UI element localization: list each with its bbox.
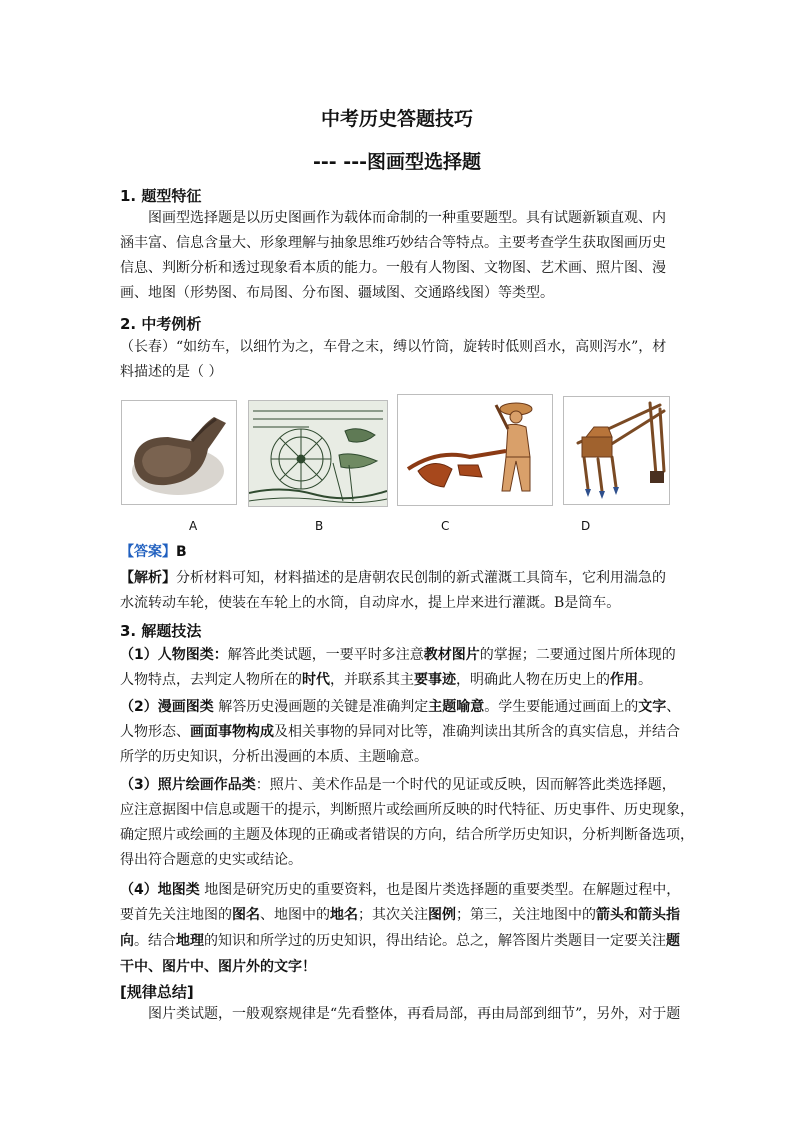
tech2-text: 、: [666, 699, 681, 715]
option-c-image: [397, 394, 553, 506]
page-title: 中考历史答题技巧: [320, 108, 473, 130]
summary-text: 图片类试题，一般观察规律是“先看整体，再看局部，再由局部到细节”，另外，对于题: [148, 1006, 681, 1022]
tech1-line2: [120, 668, 680, 693]
wooden-scoop-picture: [122, 401, 236, 504]
tech2-keyword: 画面事物构成: [190, 724, 274, 740]
option-a-image: [121, 400, 237, 505]
tech1-line1: [120, 643, 680, 668]
tech3-line3: 确定照片或绘画的主题及体现的正确或者错误的方向，结合所学历史知识，分析判断备选项，: [120, 827, 694, 843]
tech4-text: 要首先关注地图的: [120, 907, 232, 923]
tech1-text: 解答此类试题，一要平时多注意: [227, 647, 424, 663]
tech4-keyword: 向: [120, 933, 134, 949]
tech4-label: （4）地图类: [120, 882, 200, 898]
answer-line: [120, 540, 680, 565]
tech2-label: （2）漫画图类: [120, 699, 214, 715]
tech1-keyword: 要事迹: [414, 672, 456, 688]
section-heading-features: 1. 题型特征: [120, 187, 202, 205]
tech4-line3: [120, 929, 680, 954]
tech1-text: ，明确此人物在历史上的: [456, 672, 610, 688]
analysis-tag: 【解析】: [120, 570, 176, 586]
tech4-text: 、地图中的: [260, 907, 330, 923]
tech2-keyword: 主题喻意: [428, 699, 485, 715]
tech1-label: （1）人物图类：: [120, 647, 228, 663]
tech4-line2: [120, 903, 680, 928]
tech1-text: ，并联系其主: [330, 672, 414, 688]
page-subtitle: --- ---图画型选择题: [313, 151, 481, 173]
answer-value: B: [176, 544, 187, 560]
tech3-text: ：照片、美术作品是一个时代的见证或反映，因而解答此类选择题，: [255, 777, 676, 793]
tech1-keyword: 作用: [610, 672, 638, 688]
tech1-text: 的掌握；二要通过图片所体现的: [479, 647, 676, 663]
farmer-plowing-picture: [398, 395, 552, 505]
tech2-text: 及相关事物的异同对比等，准确判读出其所含的真实信息，并结合: [274, 724, 680, 740]
seed-drill-picture: [564, 397, 669, 504]
tech3-line2: 应注意据图中信息或题干的提示，判断照片或绘画所反映的时代特征、历史事件、历史现象，: [120, 802, 694, 818]
summary-heading: [规律总结]: [120, 983, 194, 1001]
example-question: （长春）“如纺车，以细竹为之，车骨之末，缚以竹筒，旋转时低则舀水，高则泻水”，材料描述的是（ ）: [120, 339, 667, 380]
option-d-image: [563, 396, 670, 505]
tech4-keyword: 箭头和箭头指: [596, 907, 680, 923]
tech4-keyword: 图例: [428, 907, 456, 923]
tech1-text: 。: [638, 672, 652, 688]
tech4-text: 地图是研究历史的重要资料，也是图片类选择题的重要类型。在解题过程中，: [199, 882, 681, 898]
tech3-line1: [120, 773, 680, 798]
tech2-text: 解答历史漫画题的关键是准确判定: [213, 699, 429, 715]
tech4-text: 的知识和所学过的历史知识，得出结论。总之，解答图片类题目一定要关注: [204, 933, 666, 949]
answer-tag: 【答案】: [120, 544, 176, 560]
tech3-label: （3）照片绘画作品类: [120, 777, 256, 793]
tech4-keyword: 题: [666, 933, 680, 949]
tech4-keyword: 地理: [176, 933, 204, 949]
tech2-text: 人物形态、: [120, 724, 190, 740]
section-heading-techniques: 3. 解题技法: [120, 622, 202, 640]
section-body-features: 图画型选择题是以历史图画作为载体而命制的一种重要题型。具有试题新颖直观、内涵丰富、信息含量大、形象理解与抽象思维巧妙结合等特点。主要考查学生获取图画历史信息、判断分析和透过现象看本质的能力。一般有人物图、文物图、艺术画、照片图、漫画、地图（形势图、布局图、分布图、疆域图、交通路线图）等类型。: [120, 210, 666, 301]
option-b-label: B: [315, 519, 324, 533]
analysis-text: 分析材料可知，材料描述的是唐朝农民创制的新式灌溉工具筒车，它利用湍急的水流转动车轮，使装在车轮上的水筒，自动戽水，提上岸来进行灌溉。B是筒车。: [120, 570, 666, 611]
water-wheel-picture: [249, 401, 387, 506]
tech4-text: ；其次关注: [358, 907, 428, 923]
tech1-keyword: 时代: [302, 672, 330, 688]
tech4-text: ；第三，关注地图中的: [456, 907, 596, 923]
option-d-label: D: [581, 519, 591, 533]
tech4-keyword: 地名: [330, 907, 358, 923]
option-a-label: A: [189, 519, 198, 533]
tech2-text: 。学生要能通过画面上的: [484, 699, 639, 715]
tech4-keyword: 图名: [232, 907, 260, 923]
tech4-text: 。结合: [134, 933, 176, 949]
tech2-line3: 所学的历史知识，分析出漫画的本质、主题喻意。: [120, 749, 428, 765]
tech2-line1: [120, 695, 680, 720]
option-c-label: C: [441, 519, 450, 533]
tech2-line2: [120, 720, 680, 745]
tech1-text: 人物特点，去判定人物所在的: [120, 672, 302, 688]
tech4-line4: 干中、图片中、图片外的文字！: [120, 959, 316, 975]
section-heading-example: 2. 中考例析: [120, 315, 202, 333]
tech2-keyword: 文字: [638, 699, 667, 715]
tech4-line1: [120, 878, 680, 903]
option-b-image: [248, 400, 388, 507]
analysis-paragraph: [120, 566, 675, 616]
tech1-keyword: 教材图片: [423, 647, 480, 663]
tech3-line4: 得出符合题意的史实或结论。: [120, 852, 302, 868]
